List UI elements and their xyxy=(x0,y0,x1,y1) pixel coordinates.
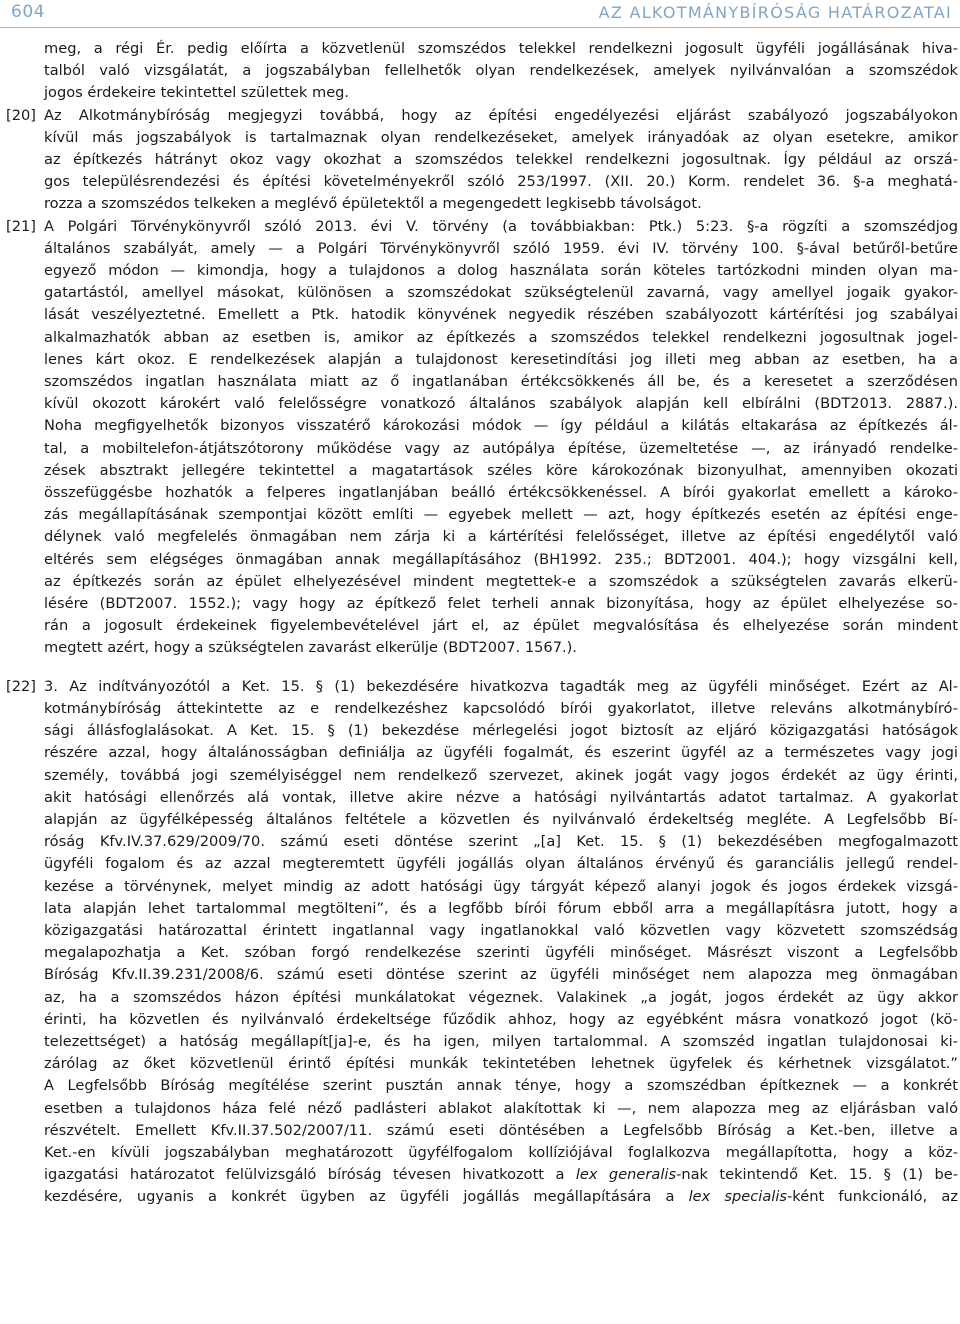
text-segment: -ként funkcionáló, az xyxy=(787,1188,959,1206)
text-line: megalapozhatja a Ket. szóban forgó rendelkezése szerinti ügyféli minőséget. Másrészt viszont a Legfelsőbb xyxy=(44,944,958,962)
text-line: jogos érdekeire tekintettel születtek meg. xyxy=(44,84,350,102)
text-line: általános szabályát, amely — a Polgári Törvénykönyvről szóló 1959. évi IV. törvény 100. §-ával betűről-betűre xyxy=(44,239,958,257)
text-line: lata alapján lehet tartalommal megtölteni”, és a legfőbb bírói fórum ebből arra a megállapításra jutott, hogy a xyxy=(44,899,958,917)
paragraph-continued xyxy=(44,38,958,105)
text-line: lását veszélyeztetné. Emellett a Ptk. hatodik könyvének negyedik részében szabályozott kártérítési jog szabályai xyxy=(44,306,958,324)
text-line: A Legfelsőbb Bíróság megítélése szerint pusztán annak ténye, hogy a szomszédban építkeznek — a konkrét xyxy=(44,1077,958,1095)
text-line: A Polgári Törvénykönyvről szóló 2013. évi V. törvény (a továbbiakban: Ptk.) 5:23. §-a rögzíti a szomszédjog xyxy=(44,217,958,235)
text-line: megtett azért, hogy a szükségtelen zavarást elkerülje (BDT2007. 1567.). xyxy=(44,639,577,657)
text-line: sági állásfoglalásokat. A Ket. 15. § (1) bekezdése mérlegelési jogot biztosít az eljáró közigazgatási hatóságok xyxy=(44,722,958,740)
text-line: rán a jogosult érdekeinek figyelembevételével járt el, az épület megvalósítása és elhelyezése során mindent xyxy=(44,617,958,635)
text-line: róság Kfv.IV.37.629/2009/70. számú eseti döntése szerint „[a] Ket. 15. § (1) bekezdésében megfogalmazott xyxy=(44,833,958,851)
text-line: 3. Az indítványozótól a Ket. 15. § (1) bekezdésére hivatkozva tagadták meg az ügyféli minőséget. Ezért az Al- xyxy=(44,677,958,695)
text-line: zárólag az őket közvetlenül érintő építési munkák tekintetében lehetnek ügyfelek és kérhetnek vizsgálatot.” xyxy=(44,1055,958,1073)
text-line: kezése a törvénynek, melyet mindig az adott hatósági ügy tárgyát képező alanyi jogok és jogos érdekek vizsgá- xyxy=(44,877,958,895)
text-line: az, ha a szomszédos házon építési munkálatokat végeznek. Valakinek „a jogát, jogos érdekét az ügy akkor xyxy=(44,988,958,1006)
text-line: délynek való megfelelés önmagában nem zárja ki a kártérítési felelősséget, illetve az építési engedélytől való xyxy=(44,528,958,546)
text-segment: kezdésére, ugyanis a konkrét ügyben az ügyféli jogállás megállapítására a xyxy=(44,1188,689,1206)
running-title: AZ ALKOTMÁNYBÍRÓSÁG HATÁROZATAI xyxy=(598,3,952,22)
text-line: összefüggésbe hozhatók a felperes ingatlanjában beálló értékcsökkenéssel. A bírói gyakorlat emellett a károko- xyxy=(44,484,958,502)
italic-term: lex generalis xyxy=(575,1166,677,1184)
text-line-with-italic xyxy=(44,1186,958,1208)
text-line: alkalmazhatók abban az esetben is, amikor az építkezés a szomszédos telekkel rendelkezni jogosultnak jogel- xyxy=(44,328,958,346)
text-line: gatartástól, amellyel másokat, különösen a szomszédokat szükségtelenül zavarná, vagy amellyel jogaik gyakor- xyxy=(44,284,958,302)
paragraph-number: [22] xyxy=(6,677,36,695)
paragraph-number: [21] xyxy=(6,217,36,235)
text-line: kotmánybíróság áttekintette az e rendelkezéshez kapcsolódó bírói gyakorlatot, illetve releváns alkotmánybíró- xyxy=(44,699,958,717)
text-line: esetben a tulajdonos háza felé néző padlásteri ablakot alakítottak ki —, nem alapozza meg az eljárásban való xyxy=(44,1099,958,1117)
text-line: zás megállapításának szempontjai között említi — egyebek mellett — azt, hogy építkezés esetén az építési enge- xyxy=(44,506,958,524)
text-line: részvételt. Emellett Kfv.II.37.502/2007/11. számú eseti döntésében a Legfelsőbb Bíróság a Ket.-ben, illetve a xyxy=(44,1121,958,1139)
text-line: tal, a mobiltelefon-átjátszótorony működése vagy az autópálya építése, üzemeltetése —, az irányadó rendelke- xyxy=(44,439,958,457)
page-number: 604 xyxy=(11,2,45,22)
text-line: lésére (BDT2007. 1552.); vagy hogy az építkező felet terheli annak bizonyítása, hogy az épület elhelyezése so- xyxy=(44,595,958,613)
paragraph-20 xyxy=(6,105,958,216)
text-line: Noha megfigyelhetők bizonyos visszatérő károkozási módok — így például a kilátás eltakarása az építkezés ál- xyxy=(44,417,958,435)
paragraph-22 xyxy=(6,676,959,1209)
paragraph-21 xyxy=(6,216,958,660)
text-line: meg, a régi Ér. pedig előírta a közvetlenül szomszédos telekkel rendelkezni jogosult ügyféli jogállásának hiva- xyxy=(44,40,958,57)
text-line: telezettséget) a hatóság megállapít[ja]-e, és ha igen, milyen tartalommal. A szomszéd ingatlan tulajdonosai ki- xyxy=(44,1032,958,1050)
text-line: eltérés sem elégséges önmagában annak megállapításához (BH1992. 235.; BDT2001. 404.); hogy vizsgálni kell, xyxy=(44,550,958,568)
text-line: szomszédos ingatlan használata miatt az ő ingatlanában értékcsökkenés áll be, és a keresetet a szerződésen xyxy=(44,373,958,391)
text-line: alapján az ügyfélképesség általános feltétele a közvetlen és nyilvánvaló érdekeltség megléte. A Legfelsőbb Bí- xyxy=(44,810,958,828)
paragraph-number: [20] xyxy=(6,106,36,124)
document-body xyxy=(6,38,959,1209)
text-line: Bíróság Kfv.II.39.231/2008/6. számú eseti döntése szerint az ügyféli minőséget nem alapozza meg önmagában xyxy=(44,966,958,984)
text-line: zések absztrakt jellegére tekintettel a magatartások széles köre károkozónak bizonyulhat, amennyiben okozati xyxy=(44,461,958,479)
text-line: az építkezés során az épület elhelyezésével mindent megtettek-e a szomszédok a szükségtelen zavarás elkerü- xyxy=(44,572,958,590)
text-line: Az Alkotmánybíróság megjegyzi továbbá, hogy az építési engedélyezési eljárást szabályozó jogszabályokon xyxy=(44,106,958,124)
text-line: Ket.-en kívüli jogszabályban meghatározott ügyfélfogalom kollíziójával foglalkozva megállapította, hogy a köz- xyxy=(44,1143,958,1161)
text-line: ügyféli fogalom és az azzal megteremtett ügyféli jogállás olyan általános érvényű és garanciális jellegű rendel- xyxy=(44,855,958,873)
text-line: rozza a szomszédos telkeken a meglévő épületektől a megengedett legkisebb távolságot. xyxy=(44,195,702,213)
text-line: az építkezés hátrányt okoz vagy okozhat a szomszédos telekkel rendelkezni jogosultnak. Így például az orszá- xyxy=(44,151,958,169)
text-line-with-italic xyxy=(44,1164,958,1186)
text-segment: igazgatási határozatot felülvizsgáló bíróság tévesen hivatkozott a xyxy=(44,1166,576,1184)
text-segment: -nak tekintendő Ket. 15. § (1) be- xyxy=(676,1166,959,1184)
text-line: személy, továbbá jogi személyiséggel nem rendelkező szervezet, akinek jogát vagy jogos érdekét az ügy érinti, xyxy=(44,766,958,784)
text-line: részére azzal, hogy általánosságban definiálja az ügyféli fogalmát, és eszerint ügyfél az a természetes vagy jogi xyxy=(44,744,958,762)
text-line: kívül okozott károkért való felelősségre vonatkozó általános szabályok alapján kell elbírálni (BDT2013. 2887.). xyxy=(44,395,958,413)
text-line: egyező módon — kimondja, hogy a tulajdonos a dolog használata során köteles tartózkodni minden olyan ma- xyxy=(44,262,958,280)
text-line: közigazgatási határozattal érintett ingatlannal vagy ingatlanokkal való közvetlen vagy közvetett szomszédság xyxy=(44,921,958,939)
text-line: gos településrendezési és építési követelményekről szóló 253/1997. (XII. 20.) Korm. rendelet 36. §-a meghatá- xyxy=(44,173,958,191)
text-line: lenes kárt okoz. E rendelkezések alapján a tulajdonost keresetindítási jog illeti meg abban az esetben, ha a xyxy=(44,350,958,368)
text-line: kívül más jogszabályok is tartalmaznak olyan rendelkezéseket, amelyek irányadóak az olyan esetekre, amikor xyxy=(44,128,958,146)
italic-term: lex specialis xyxy=(688,1188,788,1206)
text-line: érinti, ha közvetlen és nyilvánvaló érdekeltsége fűződik ahhoz, hogy az egyébként másra vonatkozó jogot (kö- xyxy=(44,1010,958,1028)
text-line: talból való vizsgálatát, a jogszabályban fellelhetők olyan rendelkezések, amelyek nyilvánvalóan a szomszédok xyxy=(44,62,958,80)
text-line: akit hatósági ellenőrzés alá vontak, illetve akire nézve a hatósági nyilvántartás adatot tartalmaz. A gyakorlat xyxy=(44,788,958,806)
page-header xyxy=(0,0,960,26)
header-rule xyxy=(0,27,960,28)
